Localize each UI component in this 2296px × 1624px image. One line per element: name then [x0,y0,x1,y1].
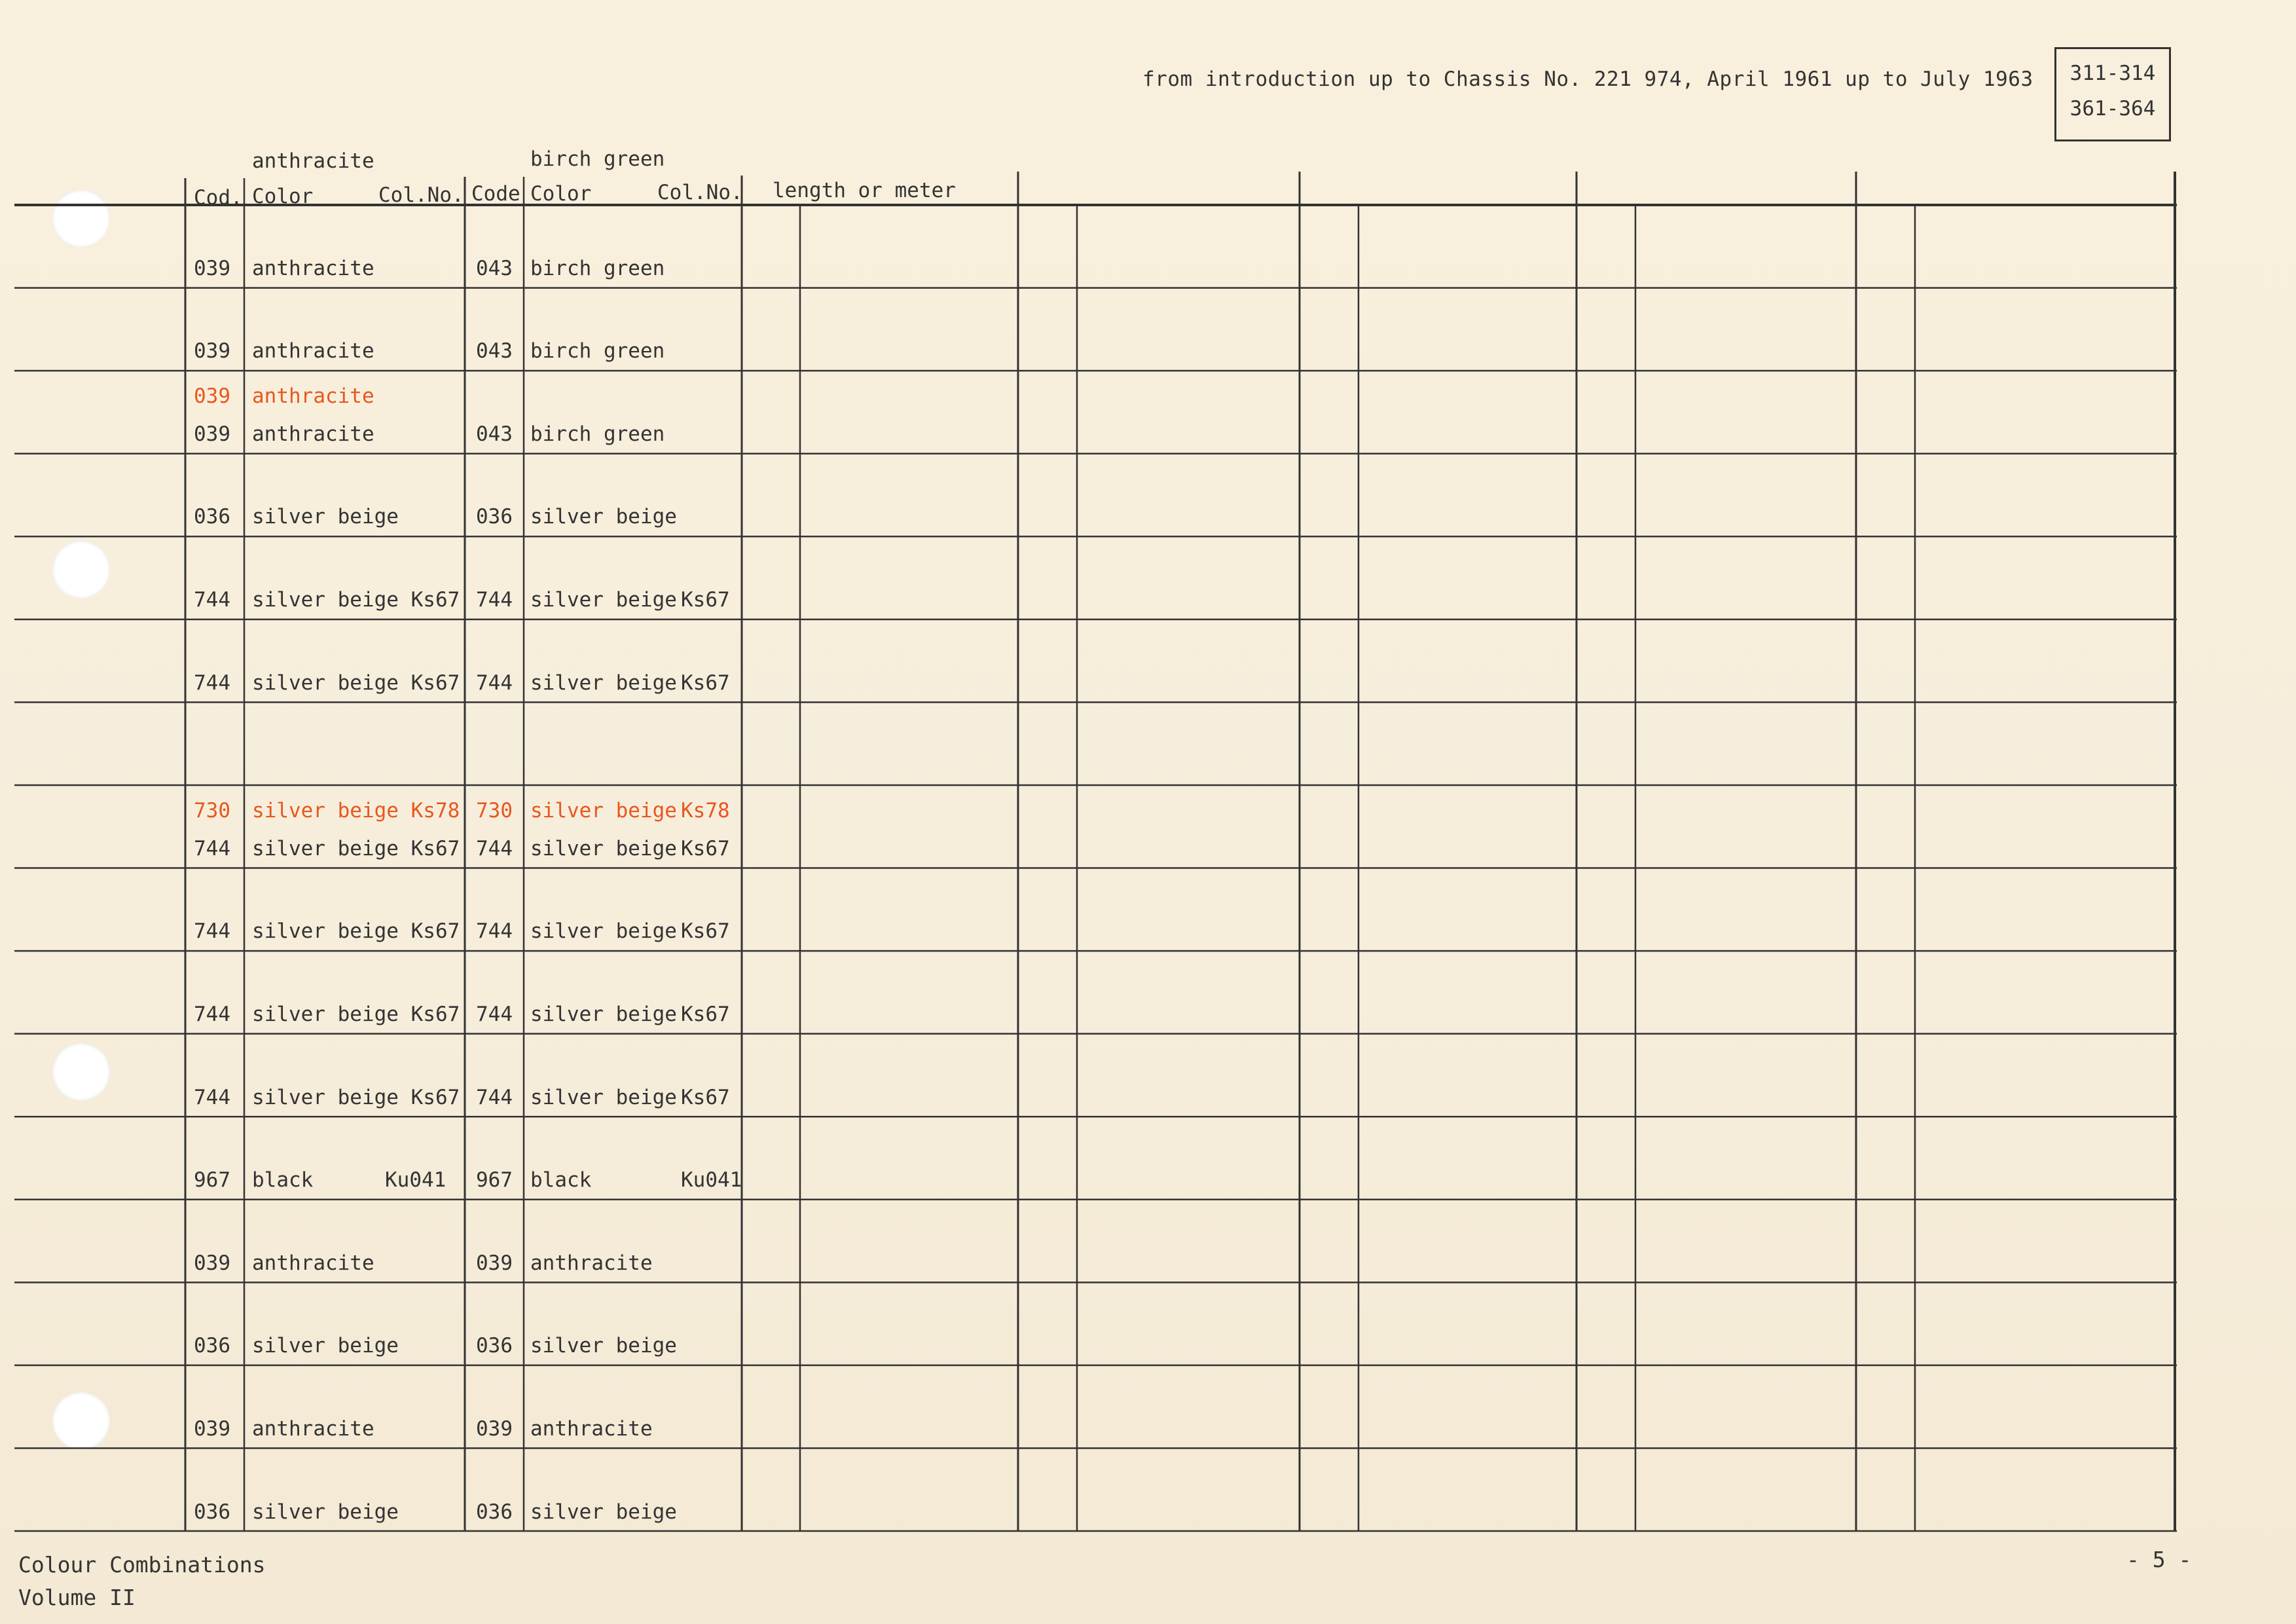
column-header-color-1: Color [252,185,314,208]
cell-colno2: Ks67 [681,588,730,612]
cell-code1: 744 [194,836,230,860]
footer-title-block [18,1549,266,1614]
cell-color1: silver beige Ks67 [252,671,460,695]
column-header-code-2: Code [471,182,520,206]
column-header-color-2: Color [530,182,592,206]
cell-color1: anthracite [252,1417,374,1441]
cell-color2: anthracite [530,1251,653,1275]
group-label-birch-green: birch green [530,147,665,171]
cell-color1: silver beige Ks67 [252,1085,460,1109]
cell-color1: black [252,1168,314,1192]
cell-color2: silver beige [530,919,677,944]
cell-code1: 744 [194,588,230,612]
cell-color1: silver beige [252,1500,399,1524]
page-number: - 5 - [2126,1547,2192,1572]
cell-colno1: Ku041 [385,1168,446,1192]
footer-volume: Volume II [18,1585,136,1610]
model-range-1: 311-314 [2069,62,2156,85]
cell-color1: anthracite [252,1251,374,1275]
cell-code1: 039 [194,384,230,408]
cell-color2: black [530,1168,592,1192]
cell-code2: 043 [476,339,513,363]
column-header-colno-2: Col.No. [657,181,743,204]
cell-code2: 744 [476,1003,513,1026]
cell-color2: birch green [530,422,665,446]
cell-code2: 730 [476,798,513,822]
cell-color2: silver beige [530,836,677,860]
cell-color2: birch green [530,339,665,363]
cell-code2: 744 [476,919,513,944]
cell-color1: anthracite [252,422,374,446]
cell-code2: 043 [476,256,513,280]
cell-code1: 036 [194,505,230,529]
validity-range: from introduction up to Chassis No. 221 974, April 1961 up to July 1963 [1142,67,2033,91]
cell-code2: 039 [476,1417,513,1441]
cell-colno2: Ks67 [681,919,730,944]
cell-colno2: Ks78 [681,798,730,822]
cell-code1: 744 [194,919,230,944]
cell-color2: silver beige [530,1003,677,1026]
cell-code2: 744 [476,1085,513,1109]
cell-code1: 039 [194,1251,230,1275]
cell-color2: silver beige [530,671,677,695]
cell-code2: 039 [476,1251,513,1275]
cell-code1: 039 [194,339,230,363]
cell-colno2: Ku041 [681,1168,742,1192]
cell-color2: anthracite [530,1417,653,1441]
cell-color2: silver beige [530,588,677,612]
cell-code1: 744 [194,1085,230,1109]
cell-color2: birch green [530,256,665,280]
cell-color2: silver beige [530,1500,677,1524]
cell-color1: silver beige Ks67 [252,919,460,944]
cell-color1: silver beige Ks78 [252,798,460,822]
cell-colno2: Ks67 [681,671,730,695]
cell-color1: anthracite [252,339,374,363]
cell-code2: 036 [476,505,513,529]
cell-code1: 036 [194,1500,230,1524]
model-range-2: 361-364 [2069,97,2156,120]
cell-color1: silver beige Ks67 [252,588,460,612]
cell-code2: 744 [476,588,513,612]
column-header-length: length or meter [773,179,956,202]
cell-code1: 039 [194,1417,230,1441]
cell-code2: 744 [476,671,513,695]
cell-color2: silver beige [530,1334,677,1358]
cell-color1: silver beige Ks67 [252,1003,460,1026]
cell-code2: 036 [476,1500,513,1524]
column-header-code-1: Cod. [194,186,243,210]
cell-color1: silver beige [252,505,399,529]
cell-color1: anthracite [252,384,374,408]
cell-code1: 036 [194,1334,230,1358]
cell-code2: 043 [476,422,513,446]
cell-code1: 039 [194,256,230,280]
cell-code2: 967 [476,1168,513,1192]
cell-color2: silver beige [530,1085,677,1109]
cell-code1: 039 [194,422,230,446]
cell-color2: silver beige [530,505,677,529]
cell-color1: silver beige Ks67 [252,836,460,860]
cell-code1: 744 [194,671,230,695]
cell-color1: anthracite [252,256,374,280]
cell-code2: 744 [476,836,513,860]
cell-colno2: Ks67 [681,1085,730,1109]
cell-code1: 744 [194,1003,230,1026]
column-header-colno-1: Col.No. [378,183,464,207]
cell-code1: 730 [194,798,230,822]
cell-colno2: Ks67 [681,836,730,860]
cell-code1: 967 [194,1168,230,1192]
cell-color2: silver beige [530,798,677,822]
footer-title: Colour Combinations [18,1552,266,1578]
cell-colno2: Ks67 [681,1003,730,1026]
group-label-anthracite: anthracite [252,149,374,173]
cell-color1: silver beige [252,1334,399,1358]
cell-code2: 036 [476,1334,513,1358]
